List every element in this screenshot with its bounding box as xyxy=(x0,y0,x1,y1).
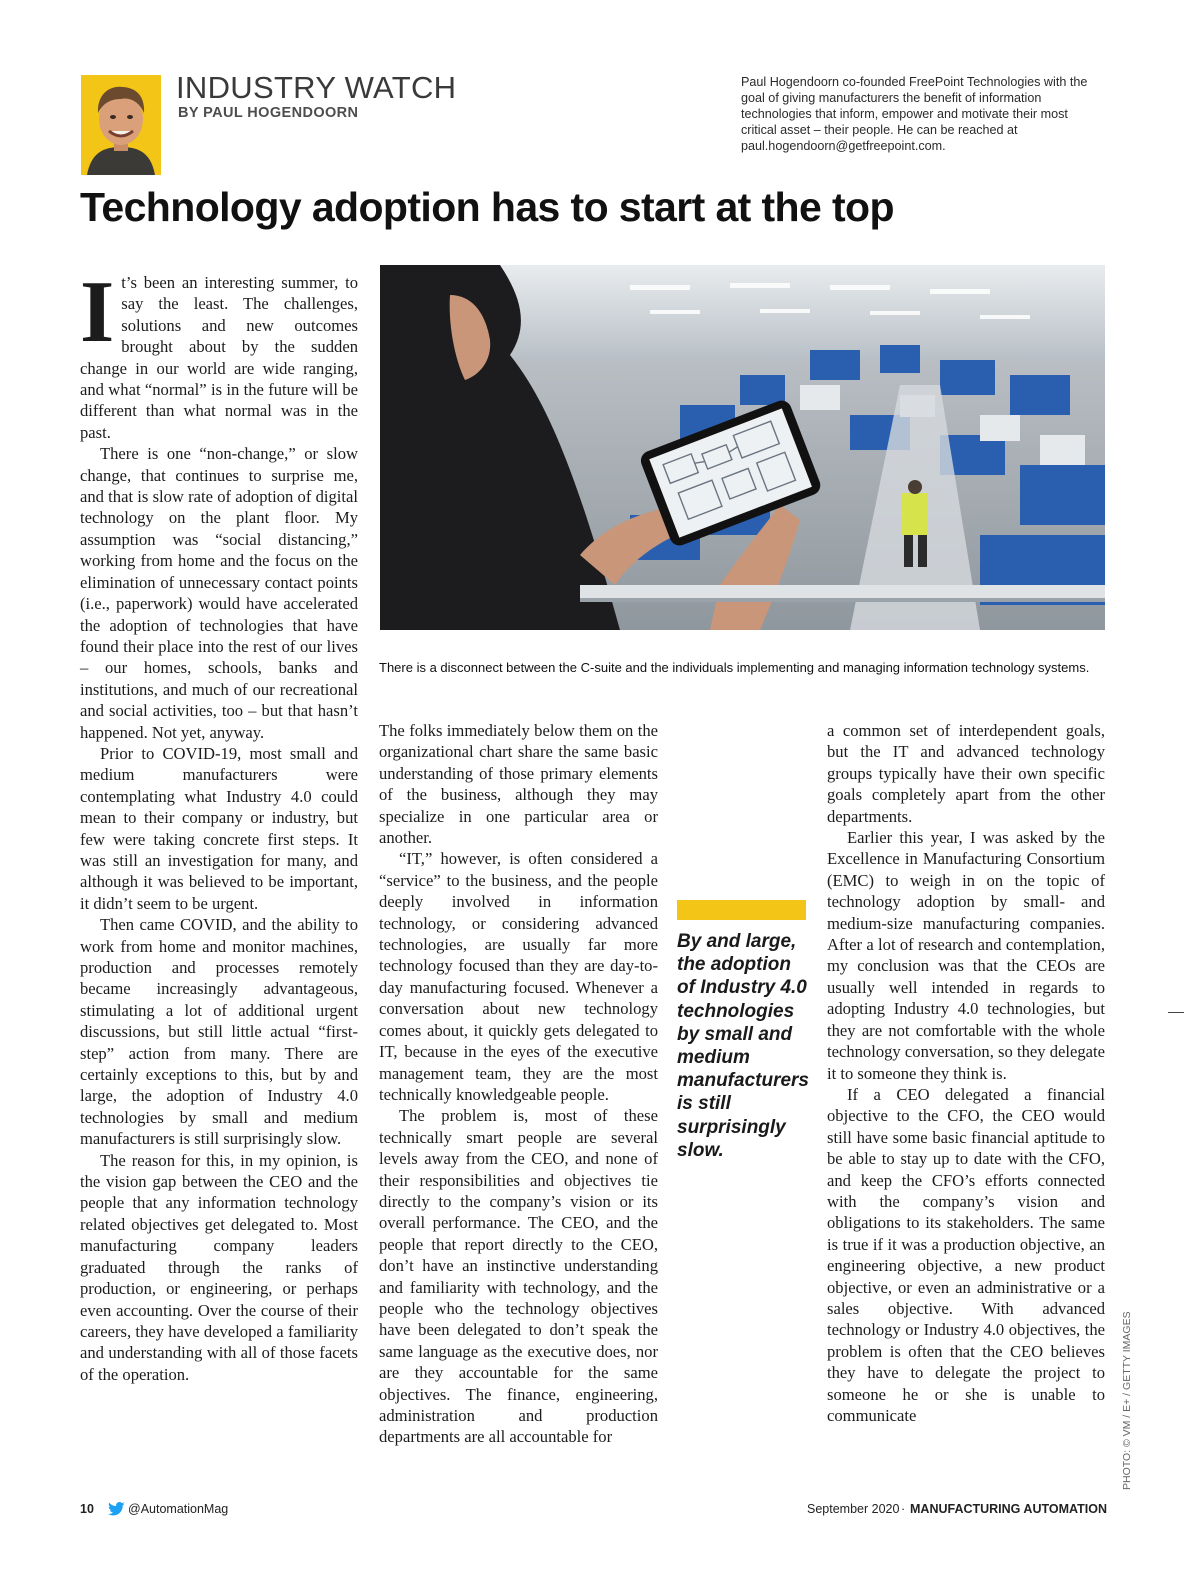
pull-quote-accent-bar xyxy=(677,900,806,920)
paragraph: Prior to COVID-19, most small and medium manufacturers were contemplating what Industry 4.0 could mean to their company or industry, but few were taking concrete first steps. It was still an investigation for many, and although it was believed to be important, it didn’t seem to be urgent. xyxy=(80,743,358,913)
paragraph: Then came COVID, and the ability to work from home and monitor machines, production and processes remotely became increasingly advantageous, stimulating a lot of additional urgent discussions, but still little actual “first-step” action from many. There are certainly exceptions to this, but by and large, the adoption of Industry 4.0 technologies by small and medium manufacturers is still surprisingly slow. xyxy=(80,915,358,1149)
pull-quote: By and large, the adoption of Industry 4.0 technologies by small and medium manufacturers is still surprisingly slow. xyxy=(677,931,809,1161)
paragraph: “IT,” however, is often considered a “service” to the business, and the people deeply involved in information technology, or considering advanced technologies, are usually far more technology focused than they are day-to-day manufacturing focused. Whenever a conversation about new technology comes about, it quickly gets delegated to IT, because in the eyes of the executive management team, they are the most technically knowledgeable people. xyxy=(379,849,658,1104)
article-column-2 xyxy=(379,720,658,1448)
author-photo xyxy=(81,75,161,175)
article-headline: Technology adoption has to start at the top xyxy=(80,184,894,230)
twitter-handle[interactable]: @AutomationMag xyxy=(128,1502,229,1516)
column-title: INDUSTRY WATCH xyxy=(176,70,457,105)
paragraph: The reason for this, in my opinion, is the vision gap between the CEO and the people that any information technology related objectives get delegated to. Most manufacturing company leaders graduated through the ranks of production, or engineering, or perhaps even accounting. Over the course of their careers, they have developed a familiarity and understanding with all of those facets of the operation. xyxy=(80,1150,358,1384)
article-column-1 xyxy=(80,264,358,1385)
magazine-name: MANUFACTURING AUTOMATION xyxy=(910,1502,1107,1516)
footer-separator: · xyxy=(901,1502,906,1516)
page-number: 10 xyxy=(80,1502,94,1516)
byline: BY PAUL HOGENDOORN xyxy=(178,105,359,121)
article-column-3 xyxy=(827,720,1105,1426)
paragraph: The problem is, most of these technically smart people are several levels away from the CEO, and none of their responsibilities and objectives tie directly to the company’s vision or its overall performance. The CEO, and the people that report directly to the CEO, don’t have an instinctive understanding and familiarity with technology, and the people who the technology objectives have been delegated to don’t speak the same language as the executive does, nor are they accountable for the same objectives. The finance, engineering, administration and production departments are all accountable for xyxy=(379,1106,658,1447)
paragraph: The folks immediately below them on the organizational chart share the same basic understanding of those primary elements of the business, although they may specialize in one particular area or another. xyxy=(379,721,658,848)
paragraph: If a CEO delegated a financial objective to the CFO, the CEO would still have some basic financial aptitude to be able to stay up to date with the CFO, and keep the CFO’s efforts connected with the company’s vision and obligations to its stakeholders. The same is true if it was a production objective, an engineering objective, a new product objective, or even an administrative or a sales objective. With advanced technology or Industry 4.0 objectives, the problem is often that the CEO believes they have to delegate the project to someone he or she is unable to communicate xyxy=(827,1084,1105,1425)
paragraph: a common set of interdependent goals, but the IT and advanced technology groups typically have their own specific goals completely apart from the other departments. xyxy=(827,721,1105,826)
hero-photo xyxy=(380,265,1105,630)
paragraph: There is one “non-change,” or slow change, that continues to surprise me, and that is slow rate of adoption of digital technology on the plant floor. My assumption was “social distancing,” working from home and the focus on the elimination of unnecessary contact points (i.e., paperwork) would have accelerated the adoption of technologies that have found their place into the rest of our lives – our homes, schools, banks and institutions, and much of our recreational and social activities, too – but that hasn’t happened. Not yet, anyway. xyxy=(80,444,358,742)
issue-date: September 2020 xyxy=(807,1502,900,1516)
twitter-bird-icon[interactable] xyxy=(108,1502,125,1516)
author-bio: Paul Hogendoorn co-founded FreePoint Technologies with the goal of giving manufacturers the benefit of information technologies that inform, empower and motivate their most critical asset – their people. He can be reached at paul.hogendoorn@getfreepoint.com. xyxy=(741,75,1088,153)
drop-cap: I xyxy=(80,264,115,361)
photo-caption: There is a disconnect between the C-suite and the individuals implementing and managing information technology systems. xyxy=(379,660,1090,675)
margin-tick-mark xyxy=(1168,1012,1184,1013)
paragraph: Earlier this year, I was asked by the Excellence in Manufacturing Consortium (EMC) to weigh in on the topic of technology adoption by small- and medium-size manufacturing companies. After a lot of research and contemplation, my conclusion was that the CEOs are usually well intended in regards to adopting Industry 4.0 technologies, but they are not comfortable with the whole technology conversation, so they delegate it to someone they think is. xyxy=(827,828,1105,1083)
paragraph: It’s been an interesting summer, to say the least. The challenges, solutions and new outcomes brought about by the sudden change in our world are wide ranging, and what “normal” is in the future will be different than what normal was in the past. xyxy=(80,264,358,442)
photo-credit: PHOTO: © VM / E+ / GETTY IMAGES xyxy=(1121,1311,1133,1490)
